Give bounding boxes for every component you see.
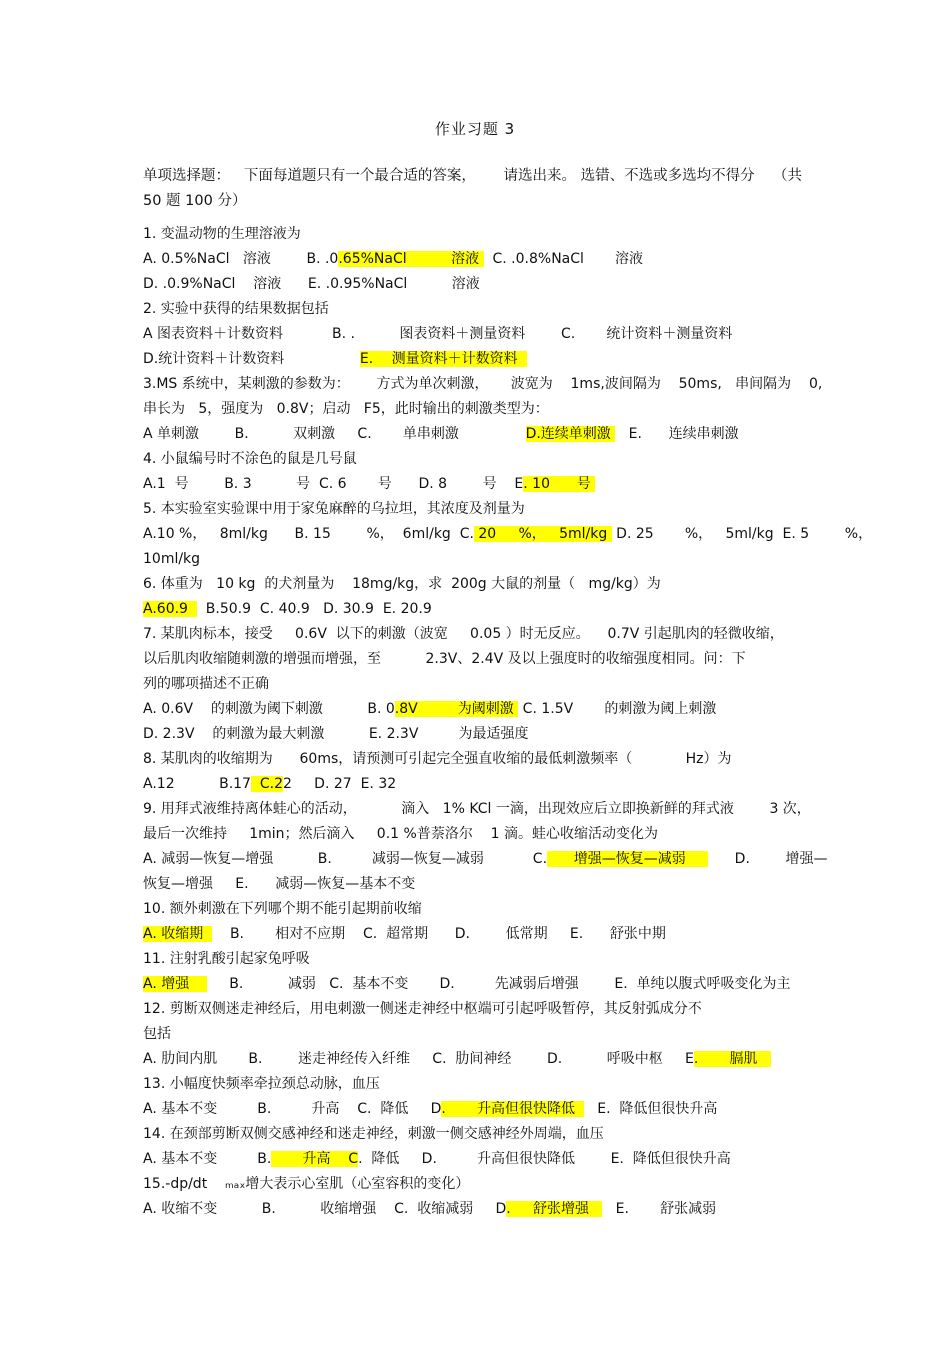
text-segment: 10ml/kg <box>143 551 201 567</box>
instructions-line <box>143 189 808 214</box>
text-line <box>143 847 828 872</box>
text-segment: 4. 小鼠编号时不涂色的鼠是几号鼠 <box>143 451 357 467</box>
text-segment: 15.-dp/dt ₘₐₓ增大表示心室肌（心室容积的变化） <box>143 1176 470 1192</box>
question-list <box>143 164 873 1222</box>
highlighted-answer: . 升高但很快降低 <box>441 1101 584 1117</box>
text-line <box>143 1172 808 1197</box>
text-segment: A. 收缩不变 B. 收缩增强 C. 收缩减弱 D <box>143 1201 507 1217</box>
text-line <box>143 447 808 472</box>
text-line <box>143 372 823 397</box>
text-line <box>143 222 808 247</box>
text-segment: 9. 用拜式液维持离体蛙心的活动， 滴入 1% KCl 一滴，出现效应后立即换新鲜的拜式液 3 次， <box>143 801 811 817</box>
text-line <box>143 497 808 522</box>
text-line <box>143 722 808 747</box>
text-segment: A. 基本不变 B. <box>143 1151 272 1167</box>
highlighted-answer: 20 %， 5ml/kg <box>473 526 612 542</box>
text-line <box>143 672 808 697</box>
text-segment: A. 减弱—恢复—增强 B. 减弱—恢复—减弱 C. <box>143 851 548 867</box>
text-line <box>143 747 808 772</box>
text-line <box>143 972 808 997</box>
text-line <box>143 272 808 297</box>
text-line <box>143 572 808 597</box>
text-segment: B.50.9 C. 40.9 D. 30.9 E. 20.9 <box>196 601 432 617</box>
highlighted-answer: .8V 为阈刺激 <box>394 701 519 717</box>
highlighted-answer: E． 测量资料＋计数资料 <box>359 351 527 367</box>
text-segment: D.统计资料＋计数资料 <box>143 351 360 367</box>
text-segment: 7. 某肌肉标本，接受 0.6V 以下的刺激（波宽 0.05 ）时无反应。 0.7V 引起肌肉的轻微收缩， <box>143 626 784 642</box>
text-segment: 5. 本实验室实验课中用于家兔麻醉的乌拉坦，其浓度及剂量为 <box>143 501 525 517</box>
text-segment: 14. 在颈部剪断双侧交感神经和迷走神经，刺激一侧交感神经外周端，血压 <box>143 1126 604 1142</box>
text-segment: 13. 小幅度快频率牵拉颈总动脉，血压 <box>143 1076 380 1092</box>
text-line <box>143 897 808 922</box>
text-line <box>143 1047 808 1072</box>
highlighted-answer: . 10 号 <box>523 476 596 492</box>
text-segment: 包括 <box>143 1026 171 1042</box>
text-line <box>143 297 808 322</box>
text-segment: 2 D. 27 E. 32 <box>283 776 397 792</box>
highlighted-answer: A. 收缩期 <box>143 926 213 942</box>
text-line <box>143 772 808 797</box>
text-segment: D. .0.9%NaCl 溶液 E. .0.95%NaCl 溶液 <box>143 276 480 292</box>
text-segment: 列的哪项描述不正确 <box>143 676 269 692</box>
text-segment: A.10 %， 8ml/kg B. 15 %， 6ml/kg C. <box>143 526 474 542</box>
text-segment: D. 增强— <box>707 851 828 867</box>
text-line <box>143 997 808 1022</box>
text-line <box>143 822 808 847</box>
text-segment: E. 舒张减弱 <box>602 1201 717 1217</box>
text-segment: 1. 变温动物的生理溶液为 <box>143 226 301 242</box>
text-segment: A. 肋间内肌 B. 迷走神经传入纤维 C. 肋间神经 D. 呼吸中枢 E <box>143 1051 694 1067</box>
highlighted-answer: 升高 C <box>271 1151 359 1167</box>
text-line <box>143 797 811 822</box>
highlighted-answer: A. 增强 <box>143 976 208 992</box>
text-segment: 6. 体重为 10 kg 的犬剂量为 18mg/kg，求 200g 大鼠的剂量（ mg/kg）为 <box>143 576 661 592</box>
text-segment: A. 0.5%NaCl 溶液 B. .0 <box>143 251 339 267</box>
instructions-line <box>143 164 808 189</box>
text-segment: D. 25 %， 5ml/kg E. 5 %， <box>611 526 873 542</box>
text-line <box>143 472 808 497</box>
text-line <box>143 872 808 897</box>
text-segment: 50 题 100 分） <box>143 193 247 209</box>
text-segment: A.12 B.17 <box>143 776 251 792</box>
text-segment: A. 基本不变 B. 升高 C. 降低 D <box>143 1101 442 1117</box>
text-segment: E. 连续串刺激 <box>615 426 739 442</box>
page-title: 作业习题 3 <box>434 120 516 138</box>
text-line <box>143 322 808 347</box>
text-segment: 3.MS 系统中，某刺激的参数为： 方式为单次刺激， 波宽为 1ms,波间隔为 50ms, 串间隔为 0, <box>143 376 823 392</box>
text-segment: C. .0.8%NaCl 溶液 <box>483 251 644 267</box>
text-line <box>143 1072 808 1097</box>
text-segment: 11. 注射乳酸引起家兔呼吸 <box>143 951 310 967</box>
text-segment: 单项选择题： 下面每道题只有一个最合适的答案， 请选出来。 选错、不选或多选均不得分 （共 <box>143 168 803 184</box>
text-segment: 10. 额外刺激在下列哪个期不能引起期前收缩 <box>143 901 422 917</box>
text-segment: C. 1.5V 的刺激为阈上刺激 <box>518 701 717 717</box>
highlighted-answer: C.2 <box>250 776 284 792</box>
text-line <box>143 1022 808 1047</box>
text-line <box>143 922 808 947</box>
text-segment: B. 减弱 C. 基本不变 D. 先减弱后增强 E. 单纯以腹式呼吸变化为主 <box>207 976 791 992</box>
text-segment: 2. 实验中获得的结果数据包括 <box>143 301 329 317</box>
text-line <box>143 1122 808 1147</box>
text-segment: B. 相对不应期 C. 超常期 D. 低常期 E. 舒张中期 <box>212 926 666 942</box>
highlighted-answer: .65%NaCl 溶液 <box>338 251 484 267</box>
text-segment: A 图表资料＋计数资料 B. . 图表资料＋测量资料 C. 统计资料＋测量资料 <box>143 326 733 342</box>
highlighted-answer: D.连续单刺激 <box>525 426 616 442</box>
text-segment: 以后肌肉收缩随刺激的增强而增强，至 2.3V、2.4V 及以上强度时的收缩强度相同。问：下 <box>143 651 746 667</box>
text-line <box>143 697 808 722</box>
text-line <box>143 1147 808 1172</box>
text-line <box>143 1197 808 1222</box>
highlighted-answer: 增强—恢复—减弱 <box>547 851 708 867</box>
text-line <box>143 622 808 647</box>
text-segment: . 降低 D. 升高但很快降低 E. 降低但很快升高 <box>358 1151 731 1167</box>
text-line <box>143 397 808 422</box>
text-line <box>143 522 873 547</box>
text-line <box>143 547 808 572</box>
blank-line <box>143 214 808 222</box>
text-segment: A.1 号 B. 3 号 C. 6 号 D. 8 号 E <box>143 476 524 492</box>
highlighted-answer: . 膈肌 <box>693 1051 771 1067</box>
text-line <box>143 947 808 972</box>
text-line <box>143 247 808 272</box>
text-segment: A. 0.6V 的刺激为阈下刺激 B. 0 <box>143 701 395 717</box>
text-line <box>143 647 808 672</box>
text-segment: 8. 某肌肉的收缩期为 60ms，请预测可引起完全强直收缩的最低刺激频率（ Hz）为 <box>143 751 732 767</box>
highlighted-answer: . 舒张增强 <box>506 1201 603 1217</box>
highlighted-answer: A.60.9 <box>143 601 197 617</box>
text-segment: A 单刺激 B. 双刺激 C. 单串刺激 <box>143 426 526 442</box>
text-line <box>143 422 808 447</box>
text-line <box>143 1097 808 1122</box>
text-segment: 串长为 5，强度为 0.8V；启动 F5，此时输出的刺激类型为： <box>143 401 549 417</box>
text-segment: 12. 剪断双侧迷走神经后，用电刺激一侧迷走神经中枢端可引起呼吸暂停，其反射弧成分不 <box>143 1001 702 1017</box>
text-segment: 最后一次维持 1min；然后滴入 0.1 %普萘洛尔 1 滴。蛙心收缩活动变化为 <box>143 826 658 842</box>
text-line <box>143 347 808 372</box>
text-segment: E. 降低但很快升高 <box>583 1101 718 1117</box>
text-segment: D. 2.3V 的刺激为最大刺激 E. 2.3V 为最适强度 <box>143 726 529 742</box>
text-line <box>143 597 808 622</box>
text-segment: 恢复—增强 E. 减弱—恢复—基本不变 <box>143 876 416 892</box>
